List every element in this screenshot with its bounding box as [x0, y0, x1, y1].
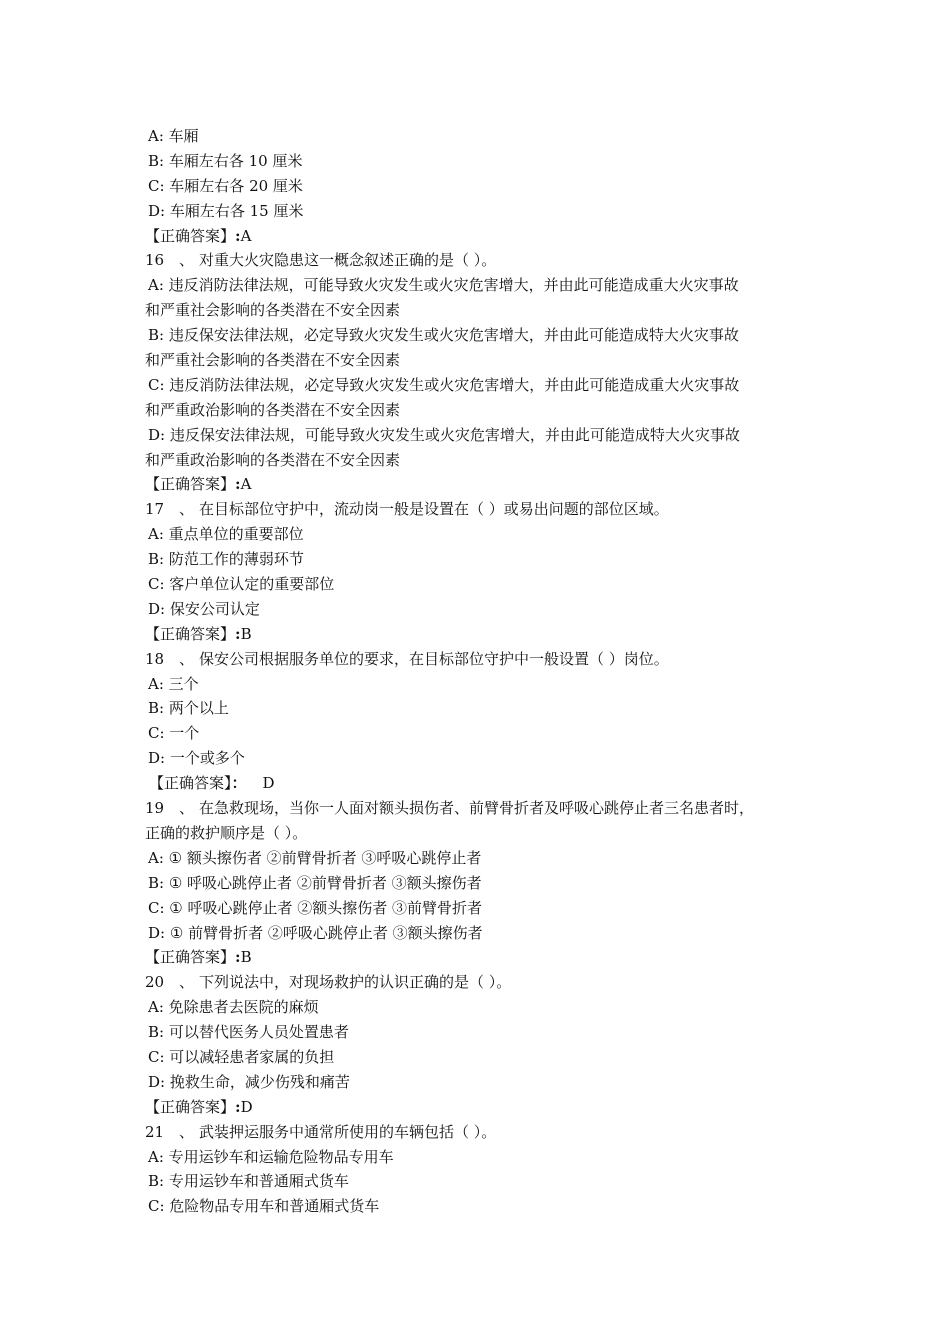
question-stem — [145, 248, 815, 273]
answer-option: A: 违反消防法律法规，可能导致火灾发生或火灾危害增大，并由此可能造成重大火灾事故 — [148, 276, 739, 295]
answer-option: B: 防范工作的薄弱环节 — [148, 550, 304, 569]
answer-option: C: 一个 — [148, 724, 200, 743]
text-continuation: 和严重政治影响的各类潜在不安全因素 — [145, 400, 401, 419]
correct-answer-label: 【正确答案】 — [149, 774, 232, 793]
correct-answer-value: B — [240, 624, 252, 643]
question-separator: 、 — [179, 973, 195, 992]
answer-option: C: ① 呼吸心跳停止者 ②额头擦伤者 ③前臂骨折者 — [148, 898, 483, 917]
correct-answer-value: D — [240, 1097, 253, 1116]
correct-answer-label: 【正确答案】 — [145, 475, 236, 494]
answer-option: D: 一个或多个 — [148, 749, 245, 768]
correct-answer — [145, 622, 815, 647]
correct-answer-label: 【正确答案】 — [145, 226, 236, 245]
question-text: 下列说法中，对现场救护的认识正确的是（ ）。 — [199, 973, 512, 992]
answer-option: A: 三个 — [148, 674, 199, 693]
question-number: 16 — [145, 251, 165, 270]
correct-answer-value: A — [240, 475, 252, 494]
question-text: 保安公司根据服务单位的要求，在目标部位守护中一般设置（ ）岗位。 — [199, 649, 669, 668]
correct-answer-value: D — [262, 774, 275, 793]
question-separator: 、 — [179, 1122, 195, 1141]
answer-option: C: 车厢左右各 20 厘米 — [148, 176, 303, 195]
question-number: 21 — [145, 1122, 165, 1141]
question-text: 武装押运服务中通常所使用的车辆包括（ ）。 — [199, 1122, 497, 1141]
answer-option: A: 免除患者去医院的麻烦 — [148, 998, 319, 1017]
correct-answer-label: 【正确答案】 — [145, 948, 236, 967]
question-list — [145, 124, 815, 1219]
correct-answer-label: 【正确答案】 — [145, 1097, 236, 1116]
answer-option: A: ① 额头擦伤者 ②前臂骨折者 ③呼吸心跳停止者 — [148, 848, 482, 867]
correct-answer-separator: : — [235, 226, 241, 245]
answer-option: B: ① 呼吸心跳停止者 ②前臂骨折者 ③额头擦伤者 — [148, 873, 482, 892]
correct-answer — [145, 1095, 815, 1120]
answer-option: B: 车厢左右各 10 厘米 — [148, 151, 303, 170]
answer-option: A: 重点单位的重要部位 — [148, 525, 304, 544]
correct-answer — [145, 472, 815, 497]
correct-answer-value: B — [240, 948, 252, 967]
answer-option: C: 违反消防法律法规，必定导致火灾发生或火灾危害增大，并由此可能造成重大火灾事故 — [148, 375, 740, 394]
text-continuation: 和严重社会影响的各类潜在不安全因素 — [145, 301, 401, 320]
answer-option: D: 违反保安法律法规，可能导致火灾发生或火灾危害增大，并由此可能造成特大火灾事故 — [148, 425, 740, 444]
correct-answer — [145, 224, 815, 249]
correct-answer-separator: : — [235, 1097, 241, 1116]
question-stem — [145, 497, 815, 522]
answer-option: B: 可以替代医务人员处置患者 — [148, 1023, 349, 1042]
answer-option: D: 车厢左右各 15 厘米 — [148, 201, 304, 220]
text-continuation: 和严重社会影响的各类潜在不安全因素 — [145, 351, 401, 370]
answer-option: D: ① 前臂骨折者 ②呼吸心跳停止者 ③额头擦伤者 — [148, 923, 483, 942]
question-separator: 、 — [179, 251, 195, 270]
correct-answer-separator: : — [235, 948, 241, 967]
question-separator: 、 — [179, 649, 195, 668]
correct-answer-label: 【正确答案】 — [145, 624, 236, 643]
question-text: 在急救现场，当你一人面对额头损伤者、前臂骨折者及呼吸心跳停止者三名患者时， — [199, 799, 755, 818]
correct-answer — [145, 771, 815, 796]
answer-option: A: 车厢 — [148, 127, 199, 145]
question-text: 在目标部位守护中，流动岗一般是设置在（ ）或易出问题的部位区域。 — [199, 500, 669, 519]
answer-option: C: 危险物品专用车和普通厢式货车 — [148, 1197, 380, 1216]
question-stem — [145, 796, 815, 821]
question-text: 对重大火灾隐患这一概念叙述正确的是（ ）。 — [199, 251, 497, 270]
answer-option: C: 客户单位认定的重要部位 — [148, 575, 335, 594]
answer-option: C: 可以减轻患者家属的负担 — [148, 1047, 335, 1066]
answer-option: A: 专用运钞车和运输危险物品专用车 — [148, 1147, 394, 1166]
answer-option: D: 保安公司认定 — [148, 599, 260, 618]
answer-option: D: 挽救生命，减少伤残和痛苦 — [148, 1072, 350, 1091]
answer-option: B: 专用运钞车和普通厢式货车 — [148, 1172, 349, 1191]
text-continuation: 正确的救护顺序是（ ）。 — [145, 823, 308, 842]
answer-option: B: 违反保安法律法规，必定导致火灾发生或火灾危害增大，并由此可能造成特大火灾事故 — [148, 326, 739, 345]
correct-answer-value: A — [240, 226, 252, 245]
question-stem — [145, 647, 815, 672]
question-stem — [145, 970, 815, 995]
question-separator: 、 — [179, 500, 195, 519]
question-stem — [145, 1120, 815, 1145]
correct-answer — [145, 945, 815, 970]
correct-answer-separator: ： — [231, 774, 247, 793]
correct-answer-separator: : — [235, 475, 241, 494]
question-number: 17 — [145, 500, 165, 519]
answer-option: B: 两个以上 — [148, 699, 229, 718]
question-number: 18 — [145, 649, 165, 668]
question-number: 20 — [145, 973, 165, 992]
correct-answer-separator: : — [235, 624, 241, 643]
question-separator: 、 — [179, 799, 195, 818]
text-continuation: 和严重政治影响的各类潜在不安全因素 — [145, 450, 401, 469]
question-number: 19 — [145, 799, 165, 818]
